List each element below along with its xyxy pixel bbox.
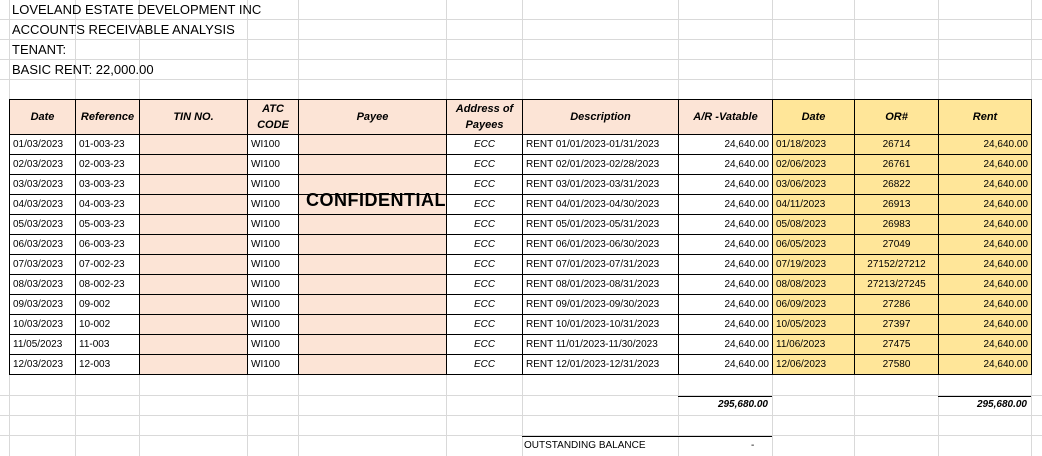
col-or-number[interactable]: OR# xyxy=(855,100,939,135)
row-tin[interactable] xyxy=(140,155,248,175)
row-or-number[interactable]: 26822 xyxy=(855,175,939,195)
row-description[interactable]: RENT 09/01/2023-09/30/2023 xyxy=(523,295,679,315)
row-description[interactable]: RENT 04/01/2023-04/30/2023 xyxy=(523,195,679,215)
row-ar-vatable[interactable]: 24,640.00 xyxy=(679,155,773,175)
row-pay-date[interactable]: 08/08/2023 xyxy=(773,275,855,295)
row-atc-code[interactable]: WI100 xyxy=(248,235,299,255)
row-tin[interactable] xyxy=(140,255,248,275)
col-date[interactable]: Date xyxy=(10,100,76,135)
row-or-number[interactable]: 26714 xyxy=(855,135,939,155)
row-date[interactable]: 07/03/2023 xyxy=(10,255,76,275)
table-row xyxy=(10,295,1032,315)
row-ar-vatable[interactable]: 24,640.00 xyxy=(679,235,773,255)
row-rent[interactable]: 24,640.00 xyxy=(939,175,1032,195)
row-pay-date[interactable]: 07/19/2023 xyxy=(773,255,855,275)
row-pay-date[interactable]: 05/08/2023 xyxy=(773,215,855,235)
row-or-number[interactable]: 27286 xyxy=(855,295,939,315)
row-or-number[interactable]: 27397 xyxy=(855,315,939,335)
row-rent[interactable]: 24,640.00 xyxy=(939,135,1032,155)
row-ar-vatable[interactable]: 24,640.00 xyxy=(679,315,773,335)
col-pay-date[interactable]: Date xyxy=(773,100,855,135)
row-ar-vatable[interactable]: 24,640.00 xyxy=(679,275,773,295)
row-pay-date[interactable]: 12/06/2023 xyxy=(773,355,855,375)
row-payee[interactable] xyxy=(299,335,447,355)
row-rent[interactable]: 24,640.00 xyxy=(939,355,1032,375)
row-pay-date[interactable]: 04/11/2023 xyxy=(773,195,855,215)
rent-total[interactable]: 295,680.00 xyxy=(976,399,1027,410)
row-payee[interactable] xyxy=(299,135,447,155)
row-address[interactable]: ECC xyxy=(447,215,523,235)
rent-total-rule xyxy=(938,396,1031,397)
row-description[interactable]: RENT 01/01/2023-01/31/2023 xyxy=(523,135,679,155)
row-tin[interactable] xyxy=(140,295,248,315)
row-atc-code[interactable]: WI100 xyxy=(248,175,299,195)
row-tin[interactable] xyxy=(140,175,248,195)
row-reference[interactable]: 02-003-23 xyxy=(76,155,140,175)
row-rent[interactable]: 24,640.00 xyxy=(939,215,1032,235)
row-date[interactable]: 11/05/2023 xyxy=(10,335,76,355)
row-date[interactable]: 09/03/2023 xyxy=(10,295,76,315)
col-address-line2: Payees xyxy=(465,119,504,131)
outstanding-label: OUTSTANDING BALANCE xyxy=(524,440,646,451)
row-pay-date[interactable]: 06/05/2023 xyxy=(773,235,855,255)
row-address[interactable]: ECC xyxy=(447,315,523,335)
row-or-number[interactable]: 26983 xyxy=(855,215,939,235)
outstanding-balance-row xyxy=(522,436,772,456)
row-reference[interactable]: 09-002 xyxy=(76,295,140,315)
row-description[interactable]: RENT 06/01/2023-06/30/2023 xyxy=(523,235,679,255)
row-rent[interactable]: 24,640.00 xyxy=(939,155,1032,175)
row-address[interactable]: ECC xyxy=(447,355,523,375)
row-rent[interactable]: 24,640.00 xyxy=(939,315,1032,335)
table-row xyxy=(10,315,1032,335)
row-pay-date[interactable]: 03/06/2023 xyxy=(773,175,855,195)
table-header-row xyxy=(10,100,1032,135)
row-address[interactable]: ECC xyxy=(447,235,523,255)
row-atc-code[interactable]: WI100 xyxy=(248,295,299,315)
row-atc-code[interactable]: WI100 xyxy=(248,255,299,275)
row-payee[interactable] xyxy=(299,155,447,175)
row-tin[interactable] xyxy=(140,275,248,295)
row-atc-code[interactable]: WI100 xyxy=(248,215,299,235)
ar-total-rule xyxy=(678,396,772,397)
row-address[interactable]: ECC xyxy=(447,195,523,215)
row-payee[interactable] xyxy=(299,315,447,335)
row-rent[interactable]: 24,640.00 xyxy=(939,335,1032,355)
row-atc-code[interactable]: WI100 xyxy=(248,335,299,355)
row-or-number[interactable]: 27580 xyxy=(855,355,939,375)
row-reference[interactable]: 06-003-23 xyxy=(76,235,140,255)
row-or-number[interactable]: 26913 xyxy=(855,195,939,215)
row-payee[interactable] xyxy=(299,275,447,295)
row-rent[interactable]: 24,640.00 xyxy=(939,275,1032,295)
row-address[interactable]: ECC xyxy=(447,155,523,175)
row-payee[interactable] xyxy=(299,295,447,315)
row-date[interactable]: 03/03/2023 xyxy=(10,175,76,195)
row-rent[interactable]: 24,640.00 xyxy=(939,255,1032,275)
confidential-label: CONFIDENTIAL xyxy=(306,190,446,210)
row-address[interactable]: ECC xyxy=(447,255,523,275)
row-ar-vatable[interactable]: 24,640.00 xyxy=(679,135,773,155)
row-payee[interactable] xyxy=(299,215,447,235)
row-rent[interactable]: 24,640.00 xyxy=(939,195,1032,215)
row-atc-code[interactable]: WI100 xyxy=(248,135,299,155)
row-reference[interactable]: 11-003 xyxy=(76,335,140,355)
row-reference[interactable]: 07-002-23 xyxy=(76,255,140,275)
row-tin[interactable] xyxy=(140,235,248,255)
row-reference[interactable]: 01-003-23 xyxy=(76,135,140,155)
row-tin[interactable] xyxy=(140,215,248,235)
row-reference[interactable]: 10-002 xyxy=(76,315,140,335)
row-address[interactable]: ECC xyxy=(447,275,523,295)
row-address[interactable]: ECC xyxy=(447,135,523,155)
ar-table xyxy=(9,99,1032,375)
row-date[interactable]: 10/03/2023 xyxy=(10,315,76,335)
row-address[interactable]: ECC xyxy=(447,335,523,355)
col-atc-line2: CODE xyxy=(257,119,289,131)
row-rent[interactable]: 24,640.00 xyxy=(939,235,1032,255)
col-tin[interactable]: TIN NO. xyxy=(140,100,248,135)
row-date[interactable]: 12/03/2023 xyxy=(10,355,76,375)
row-ar-vatable[interactable]: 24,640.00 xyxy=(679,355,773,375)
row-payee[interactable] xyxy=(299,255,447,275)
row-payee[interactable] xyxy=(299,235,447,255)
table-row xyxy=(10,155,1032,175)
col-description[interactable]: Description xyxy=(523,100,679,135)
row-description[interactable]: RENT 12/01/2023-12/31/2023 xyxy=(523,355,679,375)
row-atc-code[interactable]: WI100 xyxy=(248,355,299,375)
row-atc-code[interactable]: WI100 xyxy=(248,155,299,175)
row-or-number[interactable]: 26761 xyxy=(855,155,939,175)
table-row xyxy=(10,175,1032,195)
table-row xyxy=(10,275,1032,295)
row-pay-date[interactable]: 06/09/2023 xyxy=(773,295,855,315)
row-rent[interactable]: 24,640.00 xyxy=(939,295,1032,315)
row-description[interactable]: RENT 08/01/2023-08/31/2023 xyxy=(523,275,679,295)
row-date[interactable]: 01/03/2023 xyxy=(10,135,76,155)
row-date[interactable]: 05/03/2023 xyxy=(10,215,76,235)
row-tin[interactable] xyxy=(140,135,248,155)
row-description[interactable]: RENT 03/01/2023-03/31/2023 xyxy=(523,175,679,195)
row-pay-date[interactable]: 01/18/2023 xyxy=(773,135,855,155)
row-tin[interactable] xyxy=(140,195,248,215)
ar-vatable-total[interactable]: 295,680.00 xyxy=(717,399,768,410)
tenant-label: TENANT: xyxy=(12,42,67,57)
row-date[interactable]: 06/03/2023 xyxy=(10,235,76,255)
row-atc-code[interactable]: WI100 xyxy=(248,195,299,215)
row-tin[interactable] xyxy=(140,315,248,335)
row-address[interactable]: ECC xyxy=(447,295,523,315)
row-ar-vatable[interactable]: 24,640.00 xyxy=(679,295,773,315)
col-atc[interactable] xyxy=(248,100,299,135)
row-reference[interactable]: 05-003-23 xyxy=(76,215,140,235)
row-atc-code[interactable]: WI100 xyxy=(248,275,299,295)
row-pay-date[interactable]: 10/05/2023 xyxy=(773,315,855,335)
row-reference[interactable]: 08-002-23 xyxy=(76,275,140,295)
col-rent[interactable]: Rent xyxy=(939,100,1032,135)
table-row xyxy=(10,235,1032,255)
col-address-line1: Address of xyxy=(455,103,514,115)
table-row xyxy=(10,255,1032,275)
row-or-number[interactable]: 27475 xyxy=(855,335,939,355)
row-ar-vatable[interactable]: 24,640.00 xyxy=(679,175,773,195)
table-row xyxy=(10,215,1032,235)
row-description[interactable]: RENT 11/01/2023-11/30/2023 xyxy=(523,335,679,355)
col-reference[interactable]: Reference xyxy=(76,100,140,135)
row-atc-code[interactable]: WI100 xyxy=(248,315,299,335)
row-ar-vatable[interactable]: 24,640.00 xyxy=(679,195,773,215)
row-date[interactable]: 02/03/2023 xyxy=(10,155,76,175)
row-ar-vatable[interactable]: 24,640.00 xyxy=(679,255,773,275)
row-tin[interactable] xyxy=(140,335,248,355)
table-row xyxy=(10,195,1032,215)
col-payee[interactable]: Payee xyxy=(299,100,447,135)
row-address[interactable]: ECC xyxy=(447,175,523,195)
col-ar-vatable[interactable]: A/R -Vatable xyxy=(679,100,773,135)
row-tin[interactable] xyxy=(140,355,248,375)
row-date[interactable]: 08/03/2023 xyxy=(10,275,76,295)
row-description[interactable]: RENT 07/01/2023-07/31/2023 xyxy=(523,255,679,275)
col-address[interactable] xyxy=(447,100,523,135)
row-description[interactable]: RENT 05/01/2023-05/31/2023 xyxy=(523,215,679,235)
row-payee[interactable] xyxy=(299,355,447,375)
row-ar-vatable[interactable]: 24,640.00 xyxy=(679,215,773,235)
row-reference[interactable]: 03-003-23 xyxy=(76,175,140,195)
table-row xyxy=(10,135,1032,155)
row-reference[interactable]: 12-003 xyxy=(76,355,140,375)
company-name: LOVELAND ESTATE DEVELOPMENT INC xyxy=(12,2,262,17)
basic-rent-label: BASIC RENT: 22,000.00 xyxy=(12,62,154,77)
table-row xyxy=(10,355,1032,375)
row-or-number[interactable]: 27213/27245 xyxy=(855,275,939,295)
row-pay-date[interactable]: 11/06/2023 xyxy=(773,335,855,355)
row-description[interactable]: RENT 02/01/2023-02/28/2023 xyxy=(523,155,679,175)
row-ar-vatable[interactable]: 24,640.00 xyxy=(679,335,773,355)
table-row xyxy=(10,335,1032,355)
row-date[interactable]: 04/03/2023 xyxy=(10,195,76,215)
row-or-number[interactable]: 27049 xyxy=(855,235,939,255)
row-or-number[interactable]: 27152/27212 xyxy=(855,255,939,275)
report-title: ACCOUNTS RECEIVABLE ANALYSIS xyxy=(12,22,235,37)
outstanding-value[interactable]: - xyxy=(751,440,755,451)
row-pay-date[interactable]: 02/06/2023 xyxy=(773,155,855,175)
row-reference[interactable]: 04-003-23 xyxy=(76,195,140,215)
col-atc-line1: ATC xyxy=(262,103,284,115)
row-description[interactable]: RENT 10/01/2023-10/31/2023 xyxy=(523,315,679,335)
